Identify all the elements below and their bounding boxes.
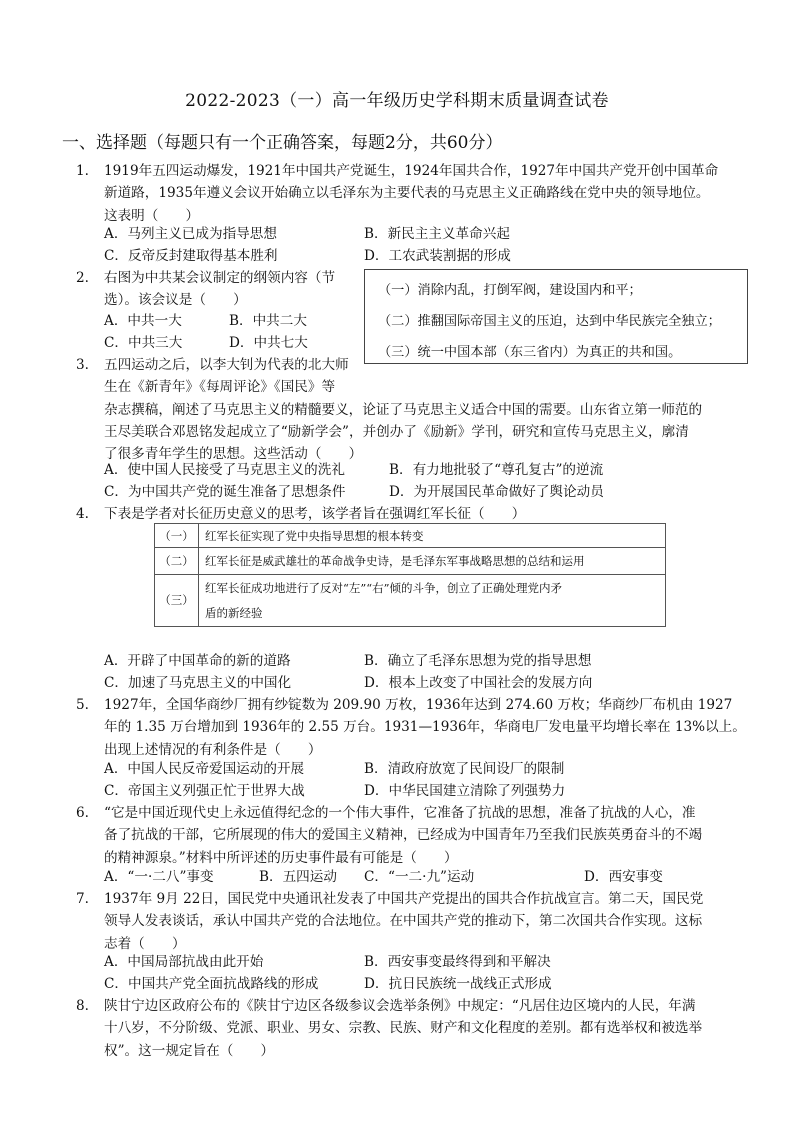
- question-number: 6.: [76, 805, 89, 821]
- question-number: 7.: [76, 891, 89, 907]
- question-number: 5.: [76, 697, 89, 713]
- table-row: [155, 524, 666, 548]
- question-text-line: 生在《新青年》《每周评论》《国民》等: [104, 379, 336, 396]
- option-c[interactable]: C．加速了马克思主义的中国化: [104, 675, 292, 691]
- option-a[interactable]: A．开辟了中国革命的新的道路: [104, 653, 291, 669]
- question-text-line: 五四运动之后，以李大钊为代表的北大师: [104, 357, 349, 373]
- option-a[interactable]: A．马列主义已成为指导思想: [104, 226, 277, 242]
- question-text-line: 1919年五四运动爆发，1921年中国共产党诞生，1924年国共合作，1927年中国共产党开创中国革命: [104, 163, 719, 179]
- table-cell-key: （一）: [155, 524, 199, 548]
- option-d[interactable]: D．抗日民族统一战线正式形成: [364, 976, 552, 992]
- option-d[interactable]: D．根本上改变了中国社会的发展方向: [364, 675, 593, 691]
- option-a[interactable]: A．中国人民反帝爱国运动的开展: [104, 761, 305, 777]
- table-cell-line: 红军长征成功地进行了反对“左”“右”倾的斗争，创立了正确处理党内矛: [205, 580, 563, 595]
- question-text-line: 这表明（ ）: [104, 207, 200, 224]
- option-b[interactable]: B．确立了毛泽东思想为党的指导思想: [364, 653, 592, 669]
- option-d[interactable]: D．为开展国民革命做好了舆论动员: [389, 484, 604, 500]
- question-number: 4.: [76, 506, 89, 522]
- table-cell-line: 盾的新经验: [205, 605, 263, 620]
- excerpt-line: （一）消除内乱，打倒军阀，建设国内和平；: [378, 283, 642, 298]
- option-b[interactable]: B．有力地批驳了“尊孔复古”的逆流: [389, 462, 604, 478]
- option-a[interactable]: A．中国局部抗战由此开始: [104, 954, 264, 970]
- option-b[interactable]: B．清政府放宽了民间设厂的限制: [364, 761, 565, 777]
- option-a[interactable]: A．使中国人民接受了马克思主义的洗礼: [104, 462, 345, 478]
- table-cell-key: （二）: [155, 548, 199, 575]
- option-d[interactable]: D．工农武装割据的形成: [364, 248, 511, 264]
- option-d[interactable]: D．中共七大: [229, 335, 308, 351]
- question-text-line: 备了抗战的干部，它所展现的伟大的爱国主义精神，已经成为中国青年乃至我们民族英勇奋斗的不竭: [104, 827, 703, 844]
- option-c[interactable]: C．中共三大: [104, 335, 183, 351]
- program-excerpt-box: [364, 269, 748, 364]
- option-b[interactable]: B．西安事变最终得到和平解决: [364, 954, 551, 970]
- question-text-line: 新道路，1935年遵义会议开始确立以毛泽东为主要代表的马克思主义正确路线在党中央的领导地位。: [104, 185, 710, 202]
- option-c[interactable]: C．“一二·九”运动: [364, 869, 475, 885]
- question-text-line: 杂志撰稿，阐述了马克思主义的精髓要义，论证了马克思主义适合中国的需要。山东省立第一师范的: [104, 401, 703, 418]
- exam-title: 2022-2023（一）高一年级历史学科期末质量调查试卷: [185, 91, 609, 111]
- excerpt-line: （二）推翻国际帝国主义的压迫，达到中华民族完全独立；: [378, 314, 721, 329]
- question-text-line: 十八岁，不分阶级、党派、职业、男女、宗教、民族、财产和文化程度的差别。都有选举权和被选举: [104, 1020, 703, 1037]
- question-text-line: 陕甘宁边区政府公布的《陕甘宁边区各级参议会选举条例》中规定：“凡居住边区境内的人民，年满: [104, 998, 696, 1014]
- question-text-line: 出现上述情况的有利条件是（ ）: [104, 741, 322, 758]
- question-text-line: 了很多青年学生的思想。这些活动（ ）: [104, 446, 363, 463]
- table-cell-key: （三）: [155, 575, 199, 627]
- question-text-line: 选）。该会议是（ ）: [104, 292, 247, 309]
- option-d[interactable]: D．中华民国建立清除了列强势力: [364, 783, 566, 799]
- table-cell-text: [199, 575, 666, 627]
- table-row: [155, 548, 666, 575]
- question-text-line: 志着（ ）: [104, 935, 186, 952]
- question-text-line: 王尽美联合邓恩铭发起成立了“励新学会”，并创办了《励新》学刊，研究和宣传马克思主义，廓清: [104, 423, 689, 440]
- question-number: 1.: [76, 163, 89, 179]
- question-number: 2.: [76, 270, 89, 286]
- question-text-line: 领导人发表谈话，承认中国共产党的合法地位。在中国共产党的推动下，第二次国共合作实现。这标: [104, 913, 703, 930]
- question-text-line: 权”。这一规定旨在（ ）: [104, 1042, 275, 1059]
- option-c[interactable]: C．反帝反封建取得基本胜利: [104, 248, 278, 264]
- question-number: 3.: [76, 357, 89, 373]
- option-c[interactable]: C．中国共产党全面抗战路线的形成: [104, 976, 319, 992]
- question-text-line: 1927年，全国华商纱厂拥有纱锭数为 209.90 万枚，1936年达到 274.60 万枚；华商纱厂布机由 1927: [104, 697, 733, 713]
- question-text-line: 下表是学者对长征历史意义的思考，该学者旨在强调红军长征（ ）: [104, 506, 526, 522]
- long-march-table: [154, 523, 666, 627]
- option-d[interactable]: D．西安事变: [584, 869, 663, 885]
- option-b[interactable]: B．五四运动: [259, 869, 337, 885]
- option-a[interactable]: A．中共一大: [104, 313, 182, 329]
- question-text-line: “它是中国近现代史上永远值得纪念的一个伟大事件，它准备了抗战的思想，准备了抗战的人心，准: [104, 805, 696, 821]
- question-text-line: 右图为中共某会议制定的纲领内容（节: [104, 270, 336, 286]
- table-row: [155, 575, 666, 627]
- section-heading: 一、选择题（每题只有一个正确答案，每题2分，共60分）: [62, 133, 503, 153]
- option-a[interactable]: A．“一·二八”事变: [104, 869, 214, 885]
- question-text-line: 1937年 9月 22日，国民党中央通讯社发表了中国共产党提出的国共合作抗战宣言。第二天，国民党: [104, 891, 704, 907]
- table-cell-text: 红军长征实现了党中央指导思想的根本转变: [199, 524, 666, 548]
- question-number: 8.: [76, 998, 89, 1014]
- excerpt-line: （三）统一中国本部（东三省内）为真正的共和国。: [378, 345, 682, 360]
- question-text-line: 的精神源泉。”材料中所评述的历史事件最有可能是（ ）: [104, 849, 458, 866]
- option-b[interactable]: B．中共二大: [229, 313, 307, 329]
- option-c[interactable]: C．为中国共产党的诞生准备了思想条件: [104, 484, 346, 500]
- option-c[interactable]: C．帝国主义列强正忙于世界大战: [104, 783, 305, 799]
- option-b[interactable]: B．新民主主义革命兴起: [364, 226, 510, 242]
- question-text-line: 年的 1.35 万台增加到 1936年的 2.55 万台。1931—1936年，华商电厂发电量平均增长率在 13%以上。: [104, 719, 746, 736]
- table-cell-text: 红军长征是威武雄壮的革命战争史诗，是毛泽东军事战略思想的总结和运用: [199, 548, 666, 575]
